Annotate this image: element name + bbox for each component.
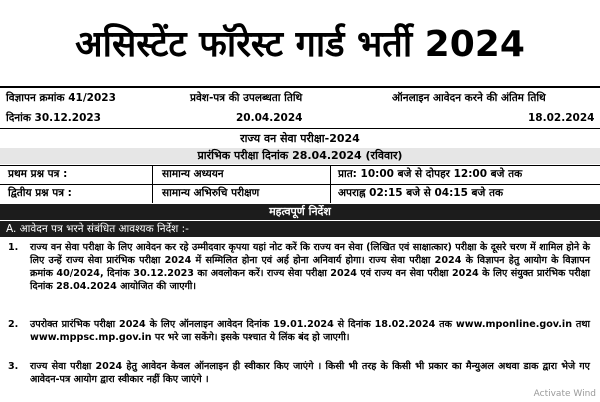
- instruction-text: राज्य वन सेवा परीक्षा के लिए आवेदन कर रहे उम्मीदवार कृपया यहां नोट करें कि राज्य वन सेवा (लिखित एवं साक्षात्कार) परीक्षा के दूसरे चरण में शामिल होने के लिए उन्हें राज्य सेवा प्रारंभिक परीक्षा 2024 में सम्मिलित होना एवं अर्ह होना अनिवार्य होगा। राज्य सेवा परीक्षा 2024 के विज्ञापन हेतु आयोग के विज्ञापन क्रमांक 40/2024, दिनांक 30.12.2023 का अवलोकन करें। राज्य सेवा परीक्षा 2024 एवं राज्य वन सेवा परीक्षा 2024 के लिए संयुक्त प्रारंभिक परीक्षा दिनांक 28.04.2024 आयोजित की जाएगी।: [30, 242, 590, 292]
- admit-label: प्रवेश-पत्र की उपलब्धता तिथि: [190, 92, 303, 104]
- instruction-text: राज्य सेवा परीक्षा 2024 हेतु आवेदन केवल ऑनलाइन ही स्वीकार किए जाएंगे । किसी भी तरह के किसी भी प्रकार का मैन्युअल अथवा डाक द्वारा भेजे गए आवेदन-पत्र आयोग द्वारा स्वीकार नहीं किए जाएंगे ।: [30, 361, 590, 385]
- admit-date: 20.04.2024: [236, 112, 303, 124]
- instruction-number: 3.: [8, 361, 19, 372]
- paper-1-label: प्रथम प्रश्न पत्र :: [8, 168, 68, 180]
- important-title: महत्वपूर्ण निर्देश: [0, 204, 600, 220]
- advert-date: दिनांक 30.12.2023: [6, 112, 101, 124]
- divider: [0, 184, 600, 185]
- headline-banner: [0, 0, 600, 84]
- exam-title: राज्य वन सेवा परीक्षा-2024: [240, 132, 360, 145]
- section-a-title: A. आवेदन पत्र भरने संबंधित आवश्यक निर्देश :-: [0, 221, 600, 237]
- paper-2-subject: सामान्य अभिरुचि परीक्षण: [162, 187, 260, 199]
- instruction-item: [0, 360, 600, 388]
- divider: [152, 165, 153, 203]
- instruction-item: [0, 318, 600, 346]
- paper-1-subject: सामान्य अध्ययन: [162, 168, 224, 180]
- advert-number: विज्ञापन क्रमांक 41/2023: [6, 92, 116, 104]
- divider: [0, 165, 600, 166]
- instruction-number: 1.: [8, 242, 19, 253]
- paper-2-time: अपराह्न 02:15 बजे से 04:15 बजे तक: [338, 187, 504, 199]
- instruction-item: [0, 241, 600, 295]
- instruction-number: 2.: [8, 319, 19, 330]
- prelim-title: प्रारंभिक परीक्षा दिनांक 28.04.2024 (रविवार): [0, 148, 600, 164]
- instruction-text: उपरोक्त प्रारंभिक परीक्षा 2024 के लिए ऑनलाइन आवेदन दिनांक 19.01.2024 से दिनांक 18.02.2024 तक www.mponline.gov.in तथा www.mppsc.mp.gov.in पर भरे जा सकेंगे। इसके पश्चात ये लिंक बंद हो जाएगी।: [30, 319, 590, 343]
- activate-watermark: Activate Wind: [533, 389, 596, 399]
- paper-1-time: प्रात: 10:00 बजे से दोपहर 12:00 बजे तक: [338, 168, 523, 180]
- last-date-label: ऑनलाइन आवेदन करने की अंतिम तिथि: [392, 92, 546, 104]
- divider: [330, 165, 331, 203]
- last-date: 18.02.2024: [528, 112, 595, 124]
- notice-sheet: [0, 86, 600, 402]
- paper-2-label: द्वितीय प्रश्न पत्र :: [8, 187, 72, 199]
- headline-title: असिस्टेंट फॉरेस्ट गार्ड भर्ती 2024: [75, 23, 525, 65]
- divider: [0, 128, 600, 129]
